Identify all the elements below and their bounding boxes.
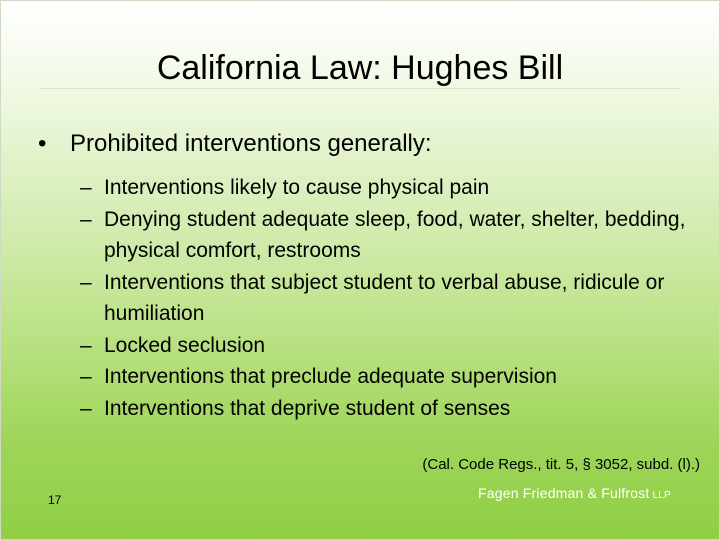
dash-marker: – [80, 207, 92, 231]
sub-bullet-text: Locked seclusion [104, 333, 266, 357]
sub-bullet-item [80, 172, 700, 204]
firm-suffix: LLP [652, 490, 671, 501]
legal-citation: (Cal. Code Regs., tit. 5, § 3052, subd. (l).) [422, 456, 700, 473]
slide-title: California Law: Hughes Bill [156, 49, 564, 87]
firm-logo-text [478, 485, 671, 501]
dash-marker: – [80, 176, 92, 199]
main-bullet [38, 128, 432, 160]
slide-number: 17 [48, 493, 62, 507]
dash-marker: – [80, 270, 92, 294]
sub-bullet-text: Interventions that subject student to verbal abuse, ridicule or humiliation [104, 270, 665, 325]
sub-bullet-item [80, 393, 700, 425]
dash-marker: – [80, 365, 92, 388]
sub-bullet-item [80, 267, 700, 330]
sub-bullet-item [80, 361, 700, 393]
main-bullet-text: Prohibited interventions generally: [70, 130, 432, 157]
sub-bullet-text: Interventions likely to cause physical pain [104, 176, 490, 199]
sub-bullet-text: Denying student adequate sleep, food, water, shelter, bedding, physical comfort, restrooms [104, 207, 686, 262]
bullet-marker: • [38, 130, 47, 157]
dash-marker: – [80, 396, 92, 420]
sub-bullet-list [80, 172, 700, 424]
title-divider [40, 88, 680, 89]
sub-bullet-text: Interventions that deprive student of senses [104, 396, 511, 420]
sub-bullet-item [80, 330, 700, 362]
firm-name: Fagen Friedman & Fulfrost [478, 485, 650, 501]
sub-bullet-text: Interventions that preclude adequate supervision [104, 365, 557, 388]
sub-bullet-item [80, 204, 700, 267]
dash-marker: – [80, 333, 92, 357]
